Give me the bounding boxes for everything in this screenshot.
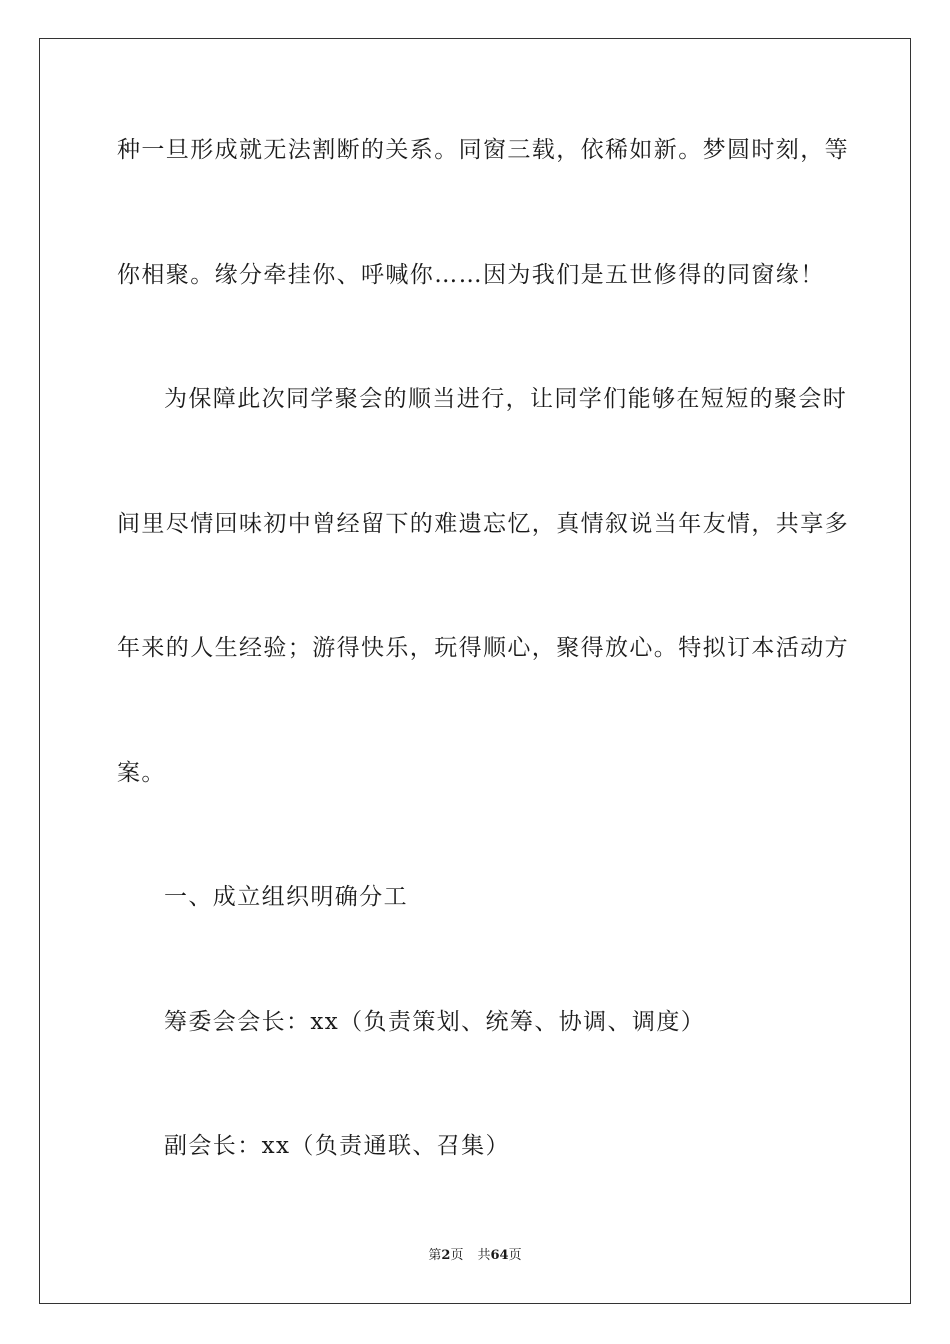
footer-page-prefix: 第 — [428, 1248, 442, 1263]
footer-page-number: 2 — [441, 1248, 451, 1263]
body-line-vice-chairman: 副会长：xx（负责通联、召集） — [164, 1133, 510, 1159]
page-border — [39, 38, 911, 1304]
footer-total-number: 64 — [490, 1248, 509, 1263]
footer-total-suffix: 页 — [508, 1248, 522, 1263]
body-line-chairman: 筹委会会长：xx（负责策划、统筹、协调、调度） — [164, 1009, 706, 1035]
body-line-4: 间里尽情回味初中曾经留下的难遗忘忆，真情叙说当年友情，共享多 — [117, 511, 849, 537]
footer-total-prefix: 共 — [477, 1248, 491, 1263]
section-heading: 一、成立组织明确分工 — [164, 884, 408, 910]
page-footer — [0, 1247, 950, 1265]
body-line-3: 为保障此次同学聚会的顺当进行，让同学们能够在短短的聚会时 — [164, 386, 848, 412]
body-line-6: 案。 — [117, 760, 166, 786]
body-line-1: 种一旦形成就无法割断的关系。同窗三载，依稀如新。梦圆时刻，等 — [117, 137, 849, 163]
body-line-2: 你相聚。缘分牵挂你、呼喊你……因为我们是五世修得的同窗缘！ — [117, 262, 825, 288]
body-line-5: 年来的人生经验；游得快乐，玩得顺心，聚得放心。特拟订本活动方 — [117, 635, 849, 661]
footer-page-suffix: 页 — [450, 1248, 464, 1263]
